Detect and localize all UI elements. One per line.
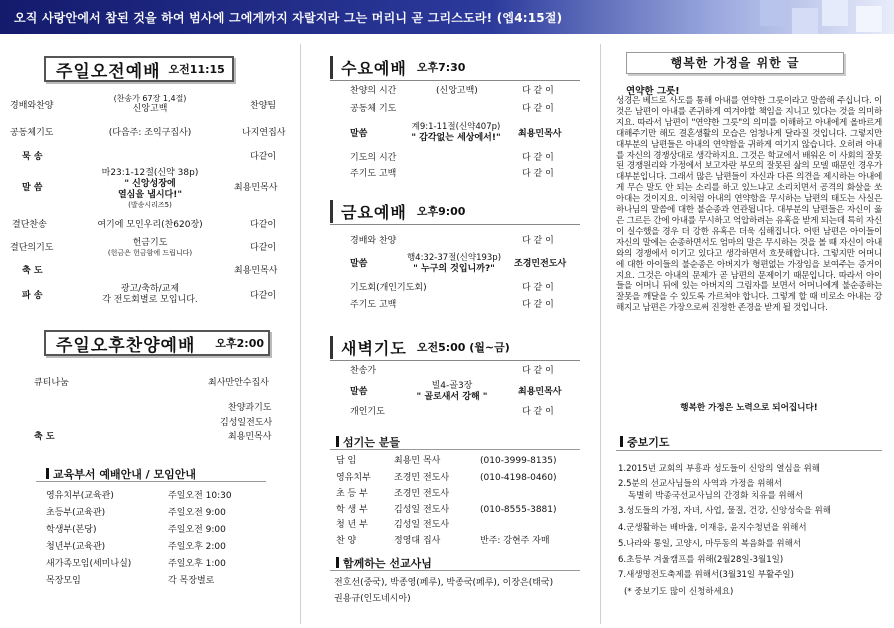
department-time: 주일오후 2:00 bbox=[168, 542, 226, 552]
order-leader: 최사만안수집사 bbox=[208, 378, 269, 388]
order-label: 경배와찬양 bbox=[10, 101, 54, 111]
prayer-item: 2.5분의 선교사님들의 사역과 가정을 위해서 bbox=[618, 479, 782, 489]
prayer-item: 1.2015년 교회의 부흥과 성도들이 신앙의 열심을 위해 bbox=[618, 464, 820, 474]
friday-title: 금요예배 bbox=[330, 200, 407, 223]
order-detail: 헌금기도 bbox=[132, 238, 168, 248]
servant-name: 조경민 전도사 bbox=[394, 489, 450, 499]
order-label: 말씀 bbox=[350, 259, 368, 269]
order-leader: 다같이 bbox=[250, 291, 277, 301]
order-leader: 다 같 이 bbox=[522, 104, 554, 114]
servant-role: 담 임 bbox=[336, 456, 357, 466]
order-label: 공동체 기도 bbox=[350, 104, 397, 114]
friday-time: 오후9:00 bbox=[416, 205, 466, 218]
order-leader: 다같이 bbox=[250, 152, 277, 162]
divider bbox=[330, 449, 580, 450]
servant-role: 초 등 부 bbox=[336, 489, 368, 499]
order-leader: 최용민목사 bbox=[234, 183, 278, 193]
banner bbox=[0, 0, 894, 34]
department-time: 각 목장별로 bbox=[168, 576, 215, 586]
order-label: 말 씀 bbox=[22, 183, 43, 193]
order-detail: (발송시리즈5) bbox=[128, 201, 172, 209]
department-name: 목장모임 bbox=[46, 576, 81, 586]
order-label: 큐티나눔 bbox=[34, 378, 69, 388]
missionary-list: 전호선(중국), 박종영(페루), 박종국(페루), 이장은(태국) bbox=[334, 578, 554, 588]
prayer-item: 7.새생명전도축제를 위해서(3월31일 부활주일) bbox=[618, 570, 794, 580]
department-time: 주일오전 9:00 bbox=[168, 508, 226, 518]
servant-role: 청 년 부 bbox=[336, 520, 368, 530]
order-label: 찬양의 시간 bbox=[350, 86, 397, 96]
sunday-morning-header bbox=[44, 56, 234, 82]
family-article: 성경은 베드로 사도를 통해 아내를 연약한 그릇이라고 말씀해 주십니다. 이것은 남편이 아내를 존귀하게 여겨야할 책임을 지니고 있다는 것을 의미하지요. 따라서 남편이 "연약한 그릇"의 의미를 이해하고 아내에게 올바르게 대해주기만 해도 결혼생활의 모습은 엄청나게 달라질 것입니다. 그렇지만 대부분의 남편들은 아내의 연약함을 귀하게 여기지 않습니다. 오히려 아내를 자신의 경쟁상대로 생각하지요. 그것은 학교에서 배워온 이 사회의 잘못된 경쟁원리와 가정에서 보고자란 부모의 잘못된 삶의 모델 때문인 경우가 대부분입니다. 그래서 많은 남편들이 자신과 다른 의견을 제시하는 아내에게 무슨 말도 안 되는 소리를 하고 있느냐고 소리치면서 공격의 화살을 쏘아대는 것이지요. 이처럼 아내의 연약함을 무시하는 남편의 태도는 사실은 하나님의 말씀에 대한 불순종과 연관됩니다. 대부분의 남편들은 자신이 옳은 그르든 간에 아내를 무시하고 억압하려는 유혹을 받게 되는데 특히 자신이 실수했을 경우 더 강한 유혹은 더욱 심해집니다. 어떤 남편은 아이들이 자신의 말에는 순종하면서도 엄마의 말은 무시하는 것을 볼 때 자신이 아내와의 경쟁에서 이기고 있다고 생각하면서 흐뭇해합니다. 그렇지만 어머니에 대한 아이들의 불순종은 아버지가 형편없는 가장임을 보여주는 증거이지요. 그것은 아내의 문제가 곧 남편의 문제이기 때문입니다. 따라서 아이들을 어머니 뒤에 있는 아버지의 그림자를 보면서 어머니에게 불순종하는 잘못을 깨달을 수 있도록 가르쳐야 합니다. 그렇게 할 때 비로소 아내는 강해지고 남편은 가장으로써 진정한 존경을 받게 될 것입니다. bbox=[616, 96, 882, 314]
sermon-title: " 골로새서 강해 " bbox=[416, 392, 488, 402]
prayer-item: 6.초등부 겨울캠프를 위해(2월28일-3월1일) bbox=[618, 555, 784, 565]
banner-decoration bbox=[822, 0, 848, 26]
servant-name: 조경민 전도사 bbox=[394, 473, 450, 483]
prayer-item: 독별히 박종국선교사님의 간경화 치유를 위해서 bbox=[628, 491, 804, 501]
wednesday-title: 수요예배 bbox=[330, 56, 407, 79]
order-leader: 다 같 이 bbox=[522, 236, 554, 246]
order-leader: 다 같 이 bbox=[522, 283, 554, 293]
order-label: 찬송가 bbox=[350, 366, 377, 376]
department-time: 주일오후 1:00 bbox=[168, 559, 226, 569]
servant-name: 정영대 집사 bbox=[394, 536, 441, 546]
order-label: 축 도 bbox=[34, 432, 55, 442]
servant-name: 김성일 전도사 bbox=[394, 505, 450, 515]
order-leader: 다같이 bbox=[250, 243, 277, 253]
order-detail: 빌4-골3장 bbox=[431, 381, 473, 391]
order-detail: 마23:1-12절(신약 38p) bbox=[101, 168, 199, 178]
prayer-item: 5.나라와 통일, 고양시, 마두동의 복음화를 위해서 bbox=[618, 539, 802, 549]
order-leader: 다 같 이 bbox=[522, 169, 554, 179]
department-name: 새가족모임(세미나실) bbox=[46, 559, 132, 569]
servant-phone: (010-8555-3881) bbox=[480, 505, 557, 515]
order-detail: 신앙고백 bbox=[132, 104, 168, 114]
banner-decoration bbox=[856, 6, 882, 32]
sunday-afternoon-time: 오후2:00 bbox=[215, 337, 265, 350]
order-leader: 다 같 이 bbox=[522, 300, 554, 310]
department-name: 초등부(교육관) bbox=[46, 508, 106, 518]
servants-title: 섬기는 분들 bbox=[336, 434, 400, 450]
missionary-list: 권용규(인도네시아) bbox=[334, 594, 411, 604]
order-leader: 나지연집사 bbox=[242, 128, 286, 138]
order-leader: 조경민전도사 bbox=[514, 259, 567, 269]
prayer-title: 중보기도 bbox=[620, 434, 670, 450]
order-label: 파 송 bbox=[22, 291, 43, 301]
servant-role: 학 생 부 bbox=[336, 505, 368, 515]
prayer-item: 4.군생활하는 배바울, 이재응, 윤지수청년을 위해서 bbox=[618, 523, 807, 533]
order-detail: (신앙고백) bbox=[436, 86, 478, 96]
prayer-item: 3.성도들의 가정, 자녀, 사업, 물질, 건강, 신앙성숙을 위해 bbox=[618, 506, 831, 516]
sunday-morning-time: 오전11:15 bbox=[168, 63, 225, 76]
column-divider bbox=[600, 44, 601, 624]
order-leader: 다 같 이 bbox=[522, 366, 554, 376]
order-label: 기도회(개인기도회) bbox=[350, 283, 427, 293]
order-detail: (다음주: 조익구집사) bbox=[108, 128, 192, 138]
order-label: 묵 송 bbox=[22, 152, 43, 162]
order-detail: (찬송가 67장 1,4절) bbox=[113, 94, 187, 103]
sunday-morning-title: 주일오전예배 bbox=[56, 61, 161, 82]
order-detail: 광고/축하/교제 bbox=[120, 284, 180, 294]
order-leader: 최용민목사 bbox=[518, 129, 562, 139]
sermon-title: " 누구의 것입니까?" bbox=[413, 264, 495, 274]
department-time: 주일오전 10:30 bbox=[168, 491, 232, 501]
department-name: 학생부(본당) bbox=[46, 525, 97, 535]
order-detail: 여기에 모인우리(찬620장) bbox=[97, 220, 203, 230]
department-name: 영유치부(교육관) bbox=[46, 491, 114, 501]
servant-name: 김성일 전도사 bbox=[394, 520, 450, 530]
order-label: 기도의 시간 bbox=[350, 153, 397, 163]
order-label: 결단찬송 bbox=[12, 220, 47, 230]
sunday-afternoon-header bbox=[44, 330, 270, 356]
order-leader: 다 같 이 bbox=[522, 153, 554, 163]
department-name: 청년부(교육관) bbox=[46, 542, 106, 552]
column-divider bbox=[300, 44, 301, 624]
friday-header bbox=[330, 200, 465, 222]
order-leader: 찬양과기도 bbox=[228, 403, 272, 413]
prayer-note: (* 중보기도 많이 신청하세요) bbox=[624, 587, 734, 597]
family-title: 행복한 가정을 위한 글 bbox=[626, 52, 844, 74]
order-label: 축 도 bbox=[22, 266, 43, 276]
divider bbox=[36, 481, 266, 482]
servant-role: 찬 양 bbox=[336, 536, 357, 546]
order-leader: 다같이 bbox=[250, 220, 277, 230]
banner-decoration bbox=[792, 8, 818, 34]
order-detail: 행4:32-37절(신약193p) bbox=[406, 253, 502, 263]
missionaries-title: 함께하는 선교사님 bbox=[336, 555, 432, 571]
banner-decoration bbox=[760, 0, 786, 26]
order-label: 개인기도 bbox=[350, 407, 385, 417]
order-leader: 찬양팀 bbox=[250, 101, 277, 111]
sermon-title: " 감각없는 세상에서!" bbox=[411, 133, 501, 143]
order-label: 말씀 bbox=[350, 129, 368, 139]
dawn-time: 오전5:00 (월~금) bbox=[416, 341, 510, 354]
servant-role: 영유치부 bbox=[336, 473, 371, 483]
order-label: 주기도 고백 bbox=[350, 300, 397, 310]
sermon-title: " 신앙성장에 bbox=[124, 179, 176, 189]
wednesday-time: 오후7:30 bbox=[416, 61, 466, 74]
order-leader: 다 같 이 bbox=[522, 407, 554, 417]
order-leader: 최용민목사 bbox=[228, 432, 272, 442]
order-label: 공동체기도 bbox=[10, 128, 54, 138]
servant-phone: 반주: 강현주 자매 bbox=[480, 536, 550, 546]
order-detail: 계9:1-11절(신약407p) bbox=[411, 122, 501, 132]
order-label: 주기도 고백 bbox=[350, 169, 397, 179]
order-leader: 김성일전도사 bbox=[220, 418, 273, 428]
department-time: 주일오전 9:00 bbox=[168, 525, 226, 535]
order-leader: 최용민목사 bbox=[518, 387, 562, 397]
banner-verse: 오직 사랑안에서 참된 것을 하여 범사에 그에게까지 자랄지라 그는 머리니 곧 그리스도라! (엡4:15절) bbox=[14, 11, 563, 25]
dawn-title: 새벽기도 bbox=[330, 336, 407, 359]
divider bbox=[330, 570, 580, 571]
servant-name: 최용민 목사 bbox=[394, 456, 441, 466]
servant-phone: (010-4198-0460) bbox=[480, 473, 557, 483]
order-label: 말씀 bbox=[350, 387, 368, 397]
order-leader: 최용민목사 bbox=[234, 266, 278, 276]
order-leader: 다 같 이 bbox=[522, 86, 554, 96]
wednesday-header bbox=[330, 56, 465, 78]
family-closing: 행복한 가정은 노력으로 되어집니다! bbox=[680, 403, 818, 413]
order-label: 결단의기도 bbox=[10, 243, 54, 253]
family-subtitle: 연약한 그릇! bbox=[626, 86, 680, 97]
dawn-header bbox=[330, 336, 510, 358]
sermon-title: 열심을 냅시다!" bbox=[117, 190, 183, 200]
sunday-afternoon-title: 주일오후찬양예배 bbox=[56, 335, 196, 356]
order-label: 경배와 찬양 bbox=[350, 236, 397, 246]
department-title: 교육부서 예배안내 / 모임안내 bbox=[46, 466, 196, 482]
order-detail: 각 전도회별로 모입니다. bbox=[102, 295, 198, 305]
servant-phone: (010-3999-8135) bbox=[480, 456, 557, 466]
divider bbox=[616, 450, 882, 451]
order-detail: (헌금은 헌금함에 드립니다) bbox=[107, 249, 193, 257]
